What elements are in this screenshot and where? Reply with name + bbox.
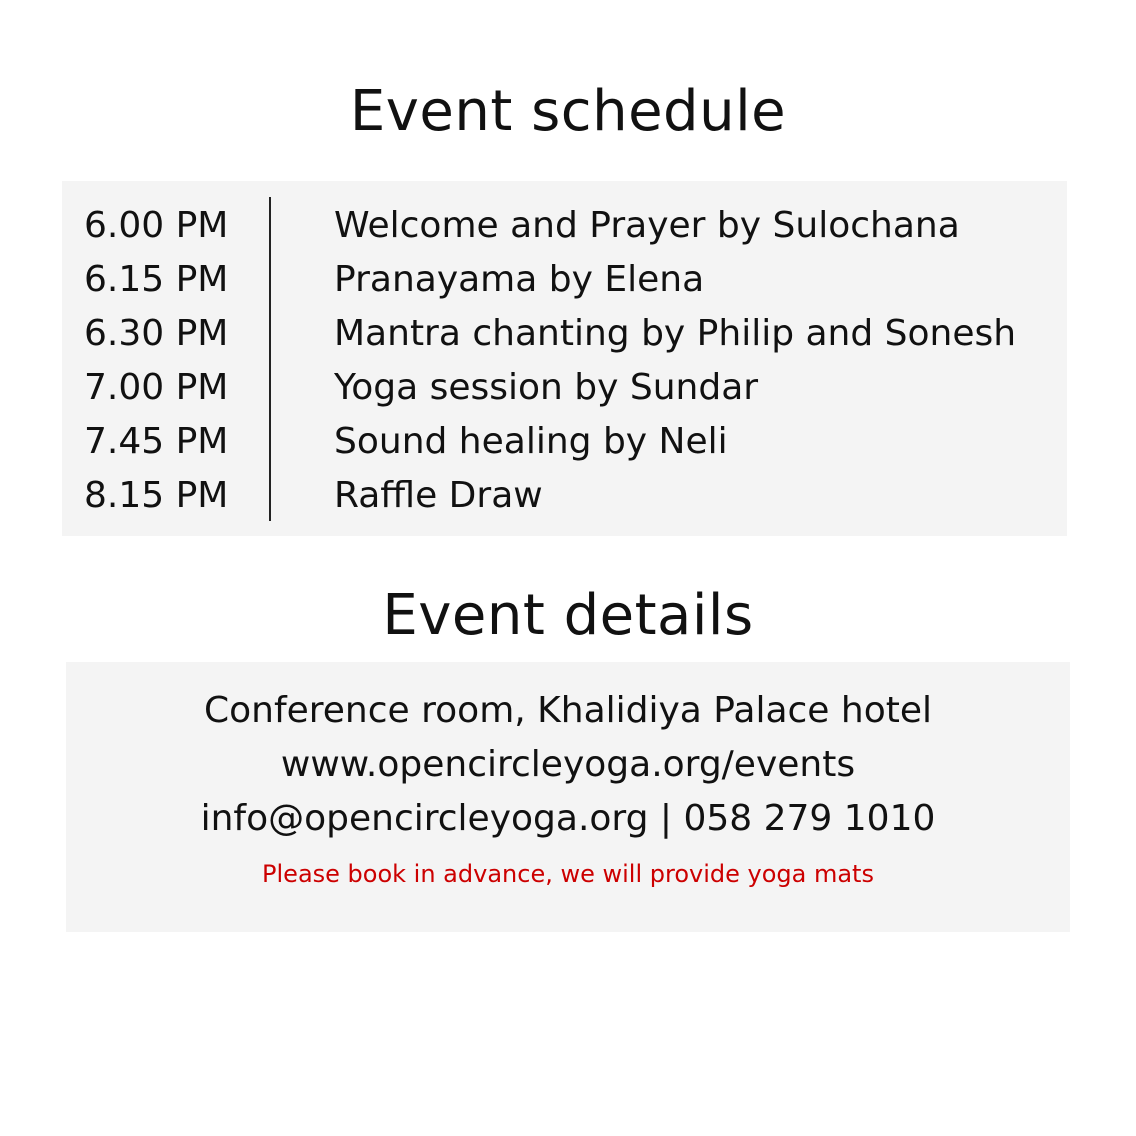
schedule-row [62,255,1067,305]
schedule-activity: Welcome and Prayer by Sulochana [334,205,960,246]
booking-note: Please book in advance, we will provide yoga mats [262,860,874,888]
schedule-row [62,201,1067,251]
schedule-activity: Sound healing by Neli [334,421,728,462]
schedule-time: 6.15 PM [84,259,229,300]
schedule-time: 6.00 PM [84,205,229,246]
schedule-time: 7.45 PM [84,421,229,462]
schedule-row [62,363,1067,413]
schedule-activity: Yoga session by Sundar [334,367,759,408]
schedule-activity: Pranayama by Elena [334,259,705,300]
schedule-row [62,471,1067,521]
schedule-heading: Event schedule [349,79,787,144]
schedule-panel [62,181,1067,536]
venue-text: Conference room, Khalidiya Palace hotel [203,690,933,731]
details-panel [66,662,1070,932]
schedule-time: 8.15 PM [84,475,229,516]
schedule-time: 7.00 PM [84,367,229,408]
schedule-activity: Mantra chanting by Philip and Sonesh [334,313,1017,354]
details-heading: Event details [382,583,754,648]
schedule-row [62,309,1067,359]
schedule-row [62,417,1067,467]
schedule-time: 6.30 PM [84,313,229,354]
schedule-activity: Raffle Draw [334,475,543,516]
website-text: www.opencircleyoga.org/events [280,744,856,785]
contact-text: info@opencircleyoga.org | 058 279 1010 [200,798,936,839]
